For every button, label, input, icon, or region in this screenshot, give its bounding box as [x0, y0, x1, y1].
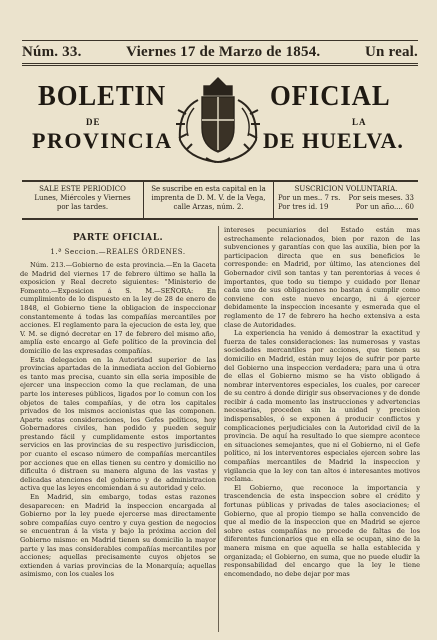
issue-price: Un real. [364, 44, 418, 60]
price-item: Por tres id. 19 [278, 203, 329, 211]
title-boletin: BOLETIN [38, 80, 167, 112]
masthead-rule [22, 63, 418, 66]
issue-number: Núm. 33. [22, 44, 82, 60]
paragraph: intereses pecuniarios del Estado están mas estrechamente relacionados, bien por razon de las subvenciones y garantías con que las auxilia, bien por la participacion directa que en sus beneficios le corresponde: en Madrid, por último, las atenciones del Gobernador civil son tantas y tan perentorias á veces é importantes, que todo su tiempo y cuidado por llenar cada uno de sus obligaciones no bastan á cumplir como conviene con este nuevo encargo, ni á ejercer debidamente la inspeccion incesante y esmerada que el reglamento de 17 de febrero ha hecho extensiva a esta clase de Autoridades. [224, 226, 420, 329]
right-column [224, 226, 420, 632]
paragraph: En Madrid, sin embargo, todas estas razones desaparecen: en Madrid la inspeccion encargada al Gobierno por la ley puede ejercerse mas directamente sobre compañías cuyo centro y cuya gestion de negocios se encuentran á la vista y bajo la próxima accion del Gobierno mismo: en Madrid tienen su domicilio la mayor parte y las mas considerables compañías mercantiles por acciones; aquellas precisamente cuyos objetos se extienden á varias provincias de la Monarquía; aquellas asimismo, con los cuales los [20, 493, 216, 579]
price-item: Por un mes.. 7 rs. [278, 194, 341, 202]
publication-schedule [22, 182, 144, 218]
section-heading: PARTE OFICIAL. [72, 233, 164, 243]
subscription-info-band [22, 180, 418, 220]
title-la: LA [352, 117, 367, 127]
price-row [278, 203, 414, 212]
price-row [278, 194, 414, 203]
paragraph: La experiencia ha venido á demostrar la exactitud y fuerza de tales consideraciones: las numerosas y vastas sociedades mercantiles por acciones, que tienen su domicilio en Madrid, están muy lejos de sufrir por parte del Gobierno una inspeccion verdadera; para una ú otra de ellas el Gobierno mismo se ha visto obligado á nombrar interventores especiales, los cuales, por carecer de su centro á donde dirigir sus observaciones y de donde recibir á cada momento las instrucciones y advertencias necesarias, proceden sin la unidad y precision indispensables, ó se exponen á producir conflictos y complicaciones perjudiciales con la Autoridad civil de la provincia. De aquí ha resultado lo que siempre acontece en situaciones semejantes, que ni el Gobierno, ni el Gefe político, ni los interventores especiales ejercen sobre las compañías mercantiles de Madrid la inspeccion y vigilancia que la ley con tan altos é interesantes motivos reclama. [224, 329, 420, 484]
paragraph: Esta delegacion en la Autoridad superior de las provincias apartadas de la inmediata accion del Gobierno es tanto mas precisa, cuanto sin ella seria imposible de ejercer una inspeccion como la que reclaman, de una parte los intereses públicos, ligados por lo comun con los objetos de tales compañías, y de otra los capitales privados de los mismos accionistas que las componen. Aparte estas consideraciones, los Gefes políticos, hoy Gobernadores civiles, han podido y pueden seguir prestando fácil y cumplidamente estos importantes servicios en las provincias de su respectivo jurisdiccion, por cuanto el escaso número de compañías mercantiles por acciones que en ellas tienen su centro y domicilio no dificulta ó distraen su manera alguna de las vastas y delicadas atenciones del gobierno y de administracion activa que las leyes encomiendan á su autoridad y celo. [20, 355, 216, 493]
subscription-prices [274, 182, 418, 218]
title-de: DE [86, 117, 101, 127]
price-item: Por seis meses. 33 [348, 194, 414, 202]
paragraph: El Gobierno, que reconoce la importancia y trascendencia de esta inspeccion sobre el crédito y fortunas públicas y privadas de tales asociaciones; el Gobierno, que al propio tiempo se halla convencido de que al medio de la inspeccion que en Madrid se ejerce sobre estas compañías no procede de faltas de los diferentes funcionarios que en ella se ocupan, sino de la manera misma en que aquella se halla establecida y organizada; el Gobierno, en suma, que no puede eludir la responsabilidad del encargo que la ley le tiene encomendado, no debe dejar por mas [224, 483, 420, 578]
left-column [20, 226, 216, 632]
masthead-line [22, 44, 418, 61]
top-rule [22, 40, 418, 41]
article-columns [20, 226, 420, 632]
subscription-address [144, 182, 274, 218]
title-huelva: DE HUELVA. [263, 128, 404, 153]
schedule-line-3: por las tardes. [56, 203, 109, 211]
address-line-3: calle Arzas, núm. 2. [173, 203, 244, 211]
prices-heading: SUSCRICION VOLUNTARIA. [294, 185, 398, 193]
section-subheading: 1.ª Seccion.—REALES ÓRDENES. [50, 248, 186, 256]
title-oficial: OFICIAL [270, 80, 391, 112]
issue-date: Viernes 17 de Marzo de 1854. [126, 44, 321, 60]
paragraph: Núm. 213.—Gobierno de esta provincia.—En la Gaceta de Madrid del viernes 17 de febrero último se halla la exposicion y Real decreto siguientes: "Ministerio de Fomento.—Exposicion á S. M.—SEÑORA: En cumplimiento de lo dispuesto en la ley de 28 de enero de 1848, el Gobierno tiene la obligacion de inspeccionar constantemente á todas las compañías mercantiles por acciones. El reglamento para la ejecucion de esta ley, que V. M. se dignó decretar en 17 de febrero del mismo año, amplía este encargo al Gefe político de la provincia del domicilio de las expresadas compañías. [20, 261, 216, 355]
address-line-2: imprenta de D. M. V. de la Vega, [151, 194, 266, 202]
royal-coat-of-arms-icon [158, 70, 278, 170]
title-provincia: PROVINCIA [32, 128, 173, 153]
address-line-1: Se suscribe en esta capital en la [151, 185, 266, 193]
schedule-line-2: Lunes, Miércoles y Viernes [34, 194, 131, 202]
price-item: Por un año.... 60 [355, 203, 414, 211]
schedule-line-1: SALE ESTE PERIODICO [39, 185, 126, 193]
